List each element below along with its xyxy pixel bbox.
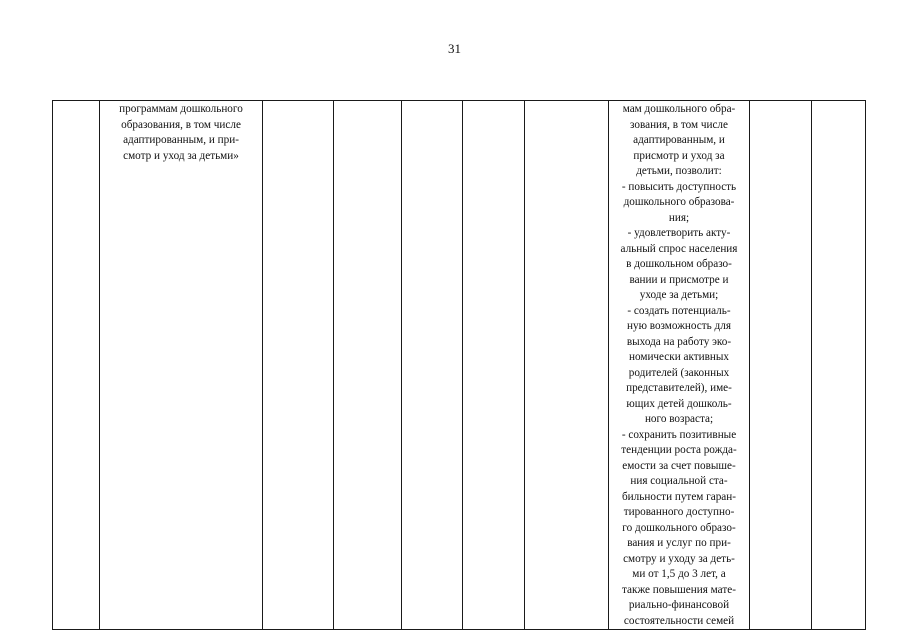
text-line: присмотр и уход за bbox=[633, 149, 725, 162]
text-line: вания и услуг по при- bbox=[627, 537, 731, 549]
text-line: образования, в том числе bbox=[121, 118, 241, 131]
document-table bbox=[52, 100, 866, 630]
text-line: мам дошкольного обра- bbox=[622, 103, 736, 115]
text-line: представителей), име- bbox=[626, 382, 732, 394]
text-line: адаптированным, и bbox=[633, 134, 725, 146]
cell-text-col2 bbox=[100, 101, 262, 164]
text-line: в дошкольном образо- bbox=[626, 258, 732, 270]
text-line: адаптированным, и при- bbox=[123, 134, 239, 146]
text-line: ную возможность для bbox=[627, 320, 731, 332]
text-line: ния; bbox=[668, 211, 690, 224]
text-line: состоятельности семей bbox=[623, 614, 735, 627]
table-cell-col2 bbox=[100, 101, 263, 630]
text-line: - создать потенциаль- bbox=[627, 304, 731, 317]
text-line: бильности путем гаран- bbox=[621, 490, 736, 503]
page-number: 31 bbox=[448, 41, 461, 56]
table-cell-col9 bbox=[750, 101, 812, 630]
table-cell-col1 bbox=[53, 101, 100, 630]
text-line: го дошкольного образо- bbox=[622, 521, 736, 534]
table-row bbox=[53, 101, 866, 630]
text-line: вании и присмотре и bbox=[629, 273, 729, 286]
text-line: номически активных bbox=[629, 351, 729, 363]
text-line: смотру и уходу за деть- bbox=[623, 552, 735, 565]
table-cell-col8 bbox=[609, 101, 750, 630]
text-line: выхода на работу эко- bbox=[626, 335, 732, 348]
text-line: зования, в том числе bbox=[630, 118, 728, 131]
table-cell-col10 bbox=[812, 101, 866, 630]
table-cell-col4 bbox=[334, 101, 402, 630]
text-line: также повышения мате- bbox=[622, 583, 736, 596]
text-line: альный спрос населения bbox=[620, 242, 738, 255]
text-line: смотр и уход за детьми» bbox=[123, 149, 239, 162]
text-line: ного возраста; bbox=[644, 413, 714, 425]
text-line: емости за счет повыше- bbox=[622, 459, 736, 472]
text-line: уходе за детьми; bbox=[639, 289, 719, 301]
text-line: тированного доступно- bbox=[623, 506, 735, 518]
text-line: риально-финансовой bbox=[628, 599, 730, 611]
table-cell-col6 bbox=[463, 101, 525, 630]
text-line: родителей (законных bbox=[628, 366, 730, 379]
table-cell-col7 bbox=[525, 101, 609, 630]
cell-text-col8 bbox=[609, 101, 749, 629]
text-line: детьми, позволит: bbox=[636, 165, 722, 177]
table-cell-col5 bbox=[402, 101, 463, 630]
text-line: программам дошкольного bbox=[119, 103, 243, 115]
text-line: - удовлетворить акту- bbox=[627, 227, 731, 239]
table-cell-col3 bbox=[263, 101, 334, 630]
text-line: - повысить доступность bbox=[621, 180, 737, 193]
text-line: дошкольного образова- bbox=[623, 196, 735, 208]
text-line: ющих детей дошколь- bbox=[626, 397, 732, 410]
text-line: тенденции роста рожда- bbox=[621, 444, 737, 456]
text-line: ния социальной ста- bbox=[630, 475, 728, 487]
text-line: - сохранить позитивные bbox=[621, 428, 737, 441]
text-line: ми от 1,5 до 3 лет, а bbox=[632, 568, 726, 580]
